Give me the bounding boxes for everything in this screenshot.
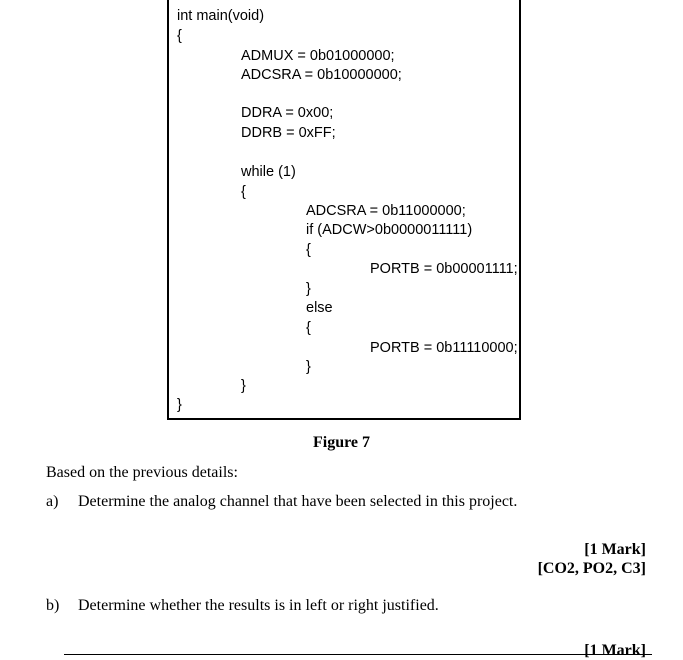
code-line: int main(void) [177,8,265,24]
question-a-marks: [1 Mark] [584,541,646,558]
question-b-text: Determine whether the results is in left or right justified. [78,597,439,614]
code-line: ADCSRA = 0b10000000; [241,67,402,83]
code-line: } [241,378,246,394]
code-line: ADMUX = 0b01000000; [241,48,395,64]
code-line: while (1) [241,164,296,180]
code-line: } [306,281,311,297]
question-a-label: a) [46,493,59,510]
intro-text: Based on the previous details: [46,464,238,481]
question-a-text: Determine the analog channel that have been selected in this project. [78,493,518,510]
code-line: DDRA = 0x00; [241,105,334,121]
code-line: { [241,184,246,200]
code-line: PORTB = 0b11110000; [370,340,518,356]
code-line: else [306,300,333,316]
question-b-marks: [1 Mark] [584,642,646,659]
code-line: ADCSRA = 0b11000000; [306,203,466,219]
code-line: DDRB = 0xFF; [241,125,336,141]
page-bottom-rule [64,654,652,655]
code-line: PORTB = 0b00001111; [370,261,518,277]
question-b-label: b) [46,597,60,614]
code-line: { [306,242,311,258]
figure-caption: Figure 7 [312,434,371,451]
code-line: { [177,28,182,44]
question-a-outcomes: [CO2, PO2, C3] [537,560,646,577]
code-line: } [177,397,182,413]
code-line: if (ADCW>0b0000011111) [306,222,473,238]
code-listing-box [167,0,521,420]
code-line: } [306,359,311,375]
code-line: { [306,320,311,336]
